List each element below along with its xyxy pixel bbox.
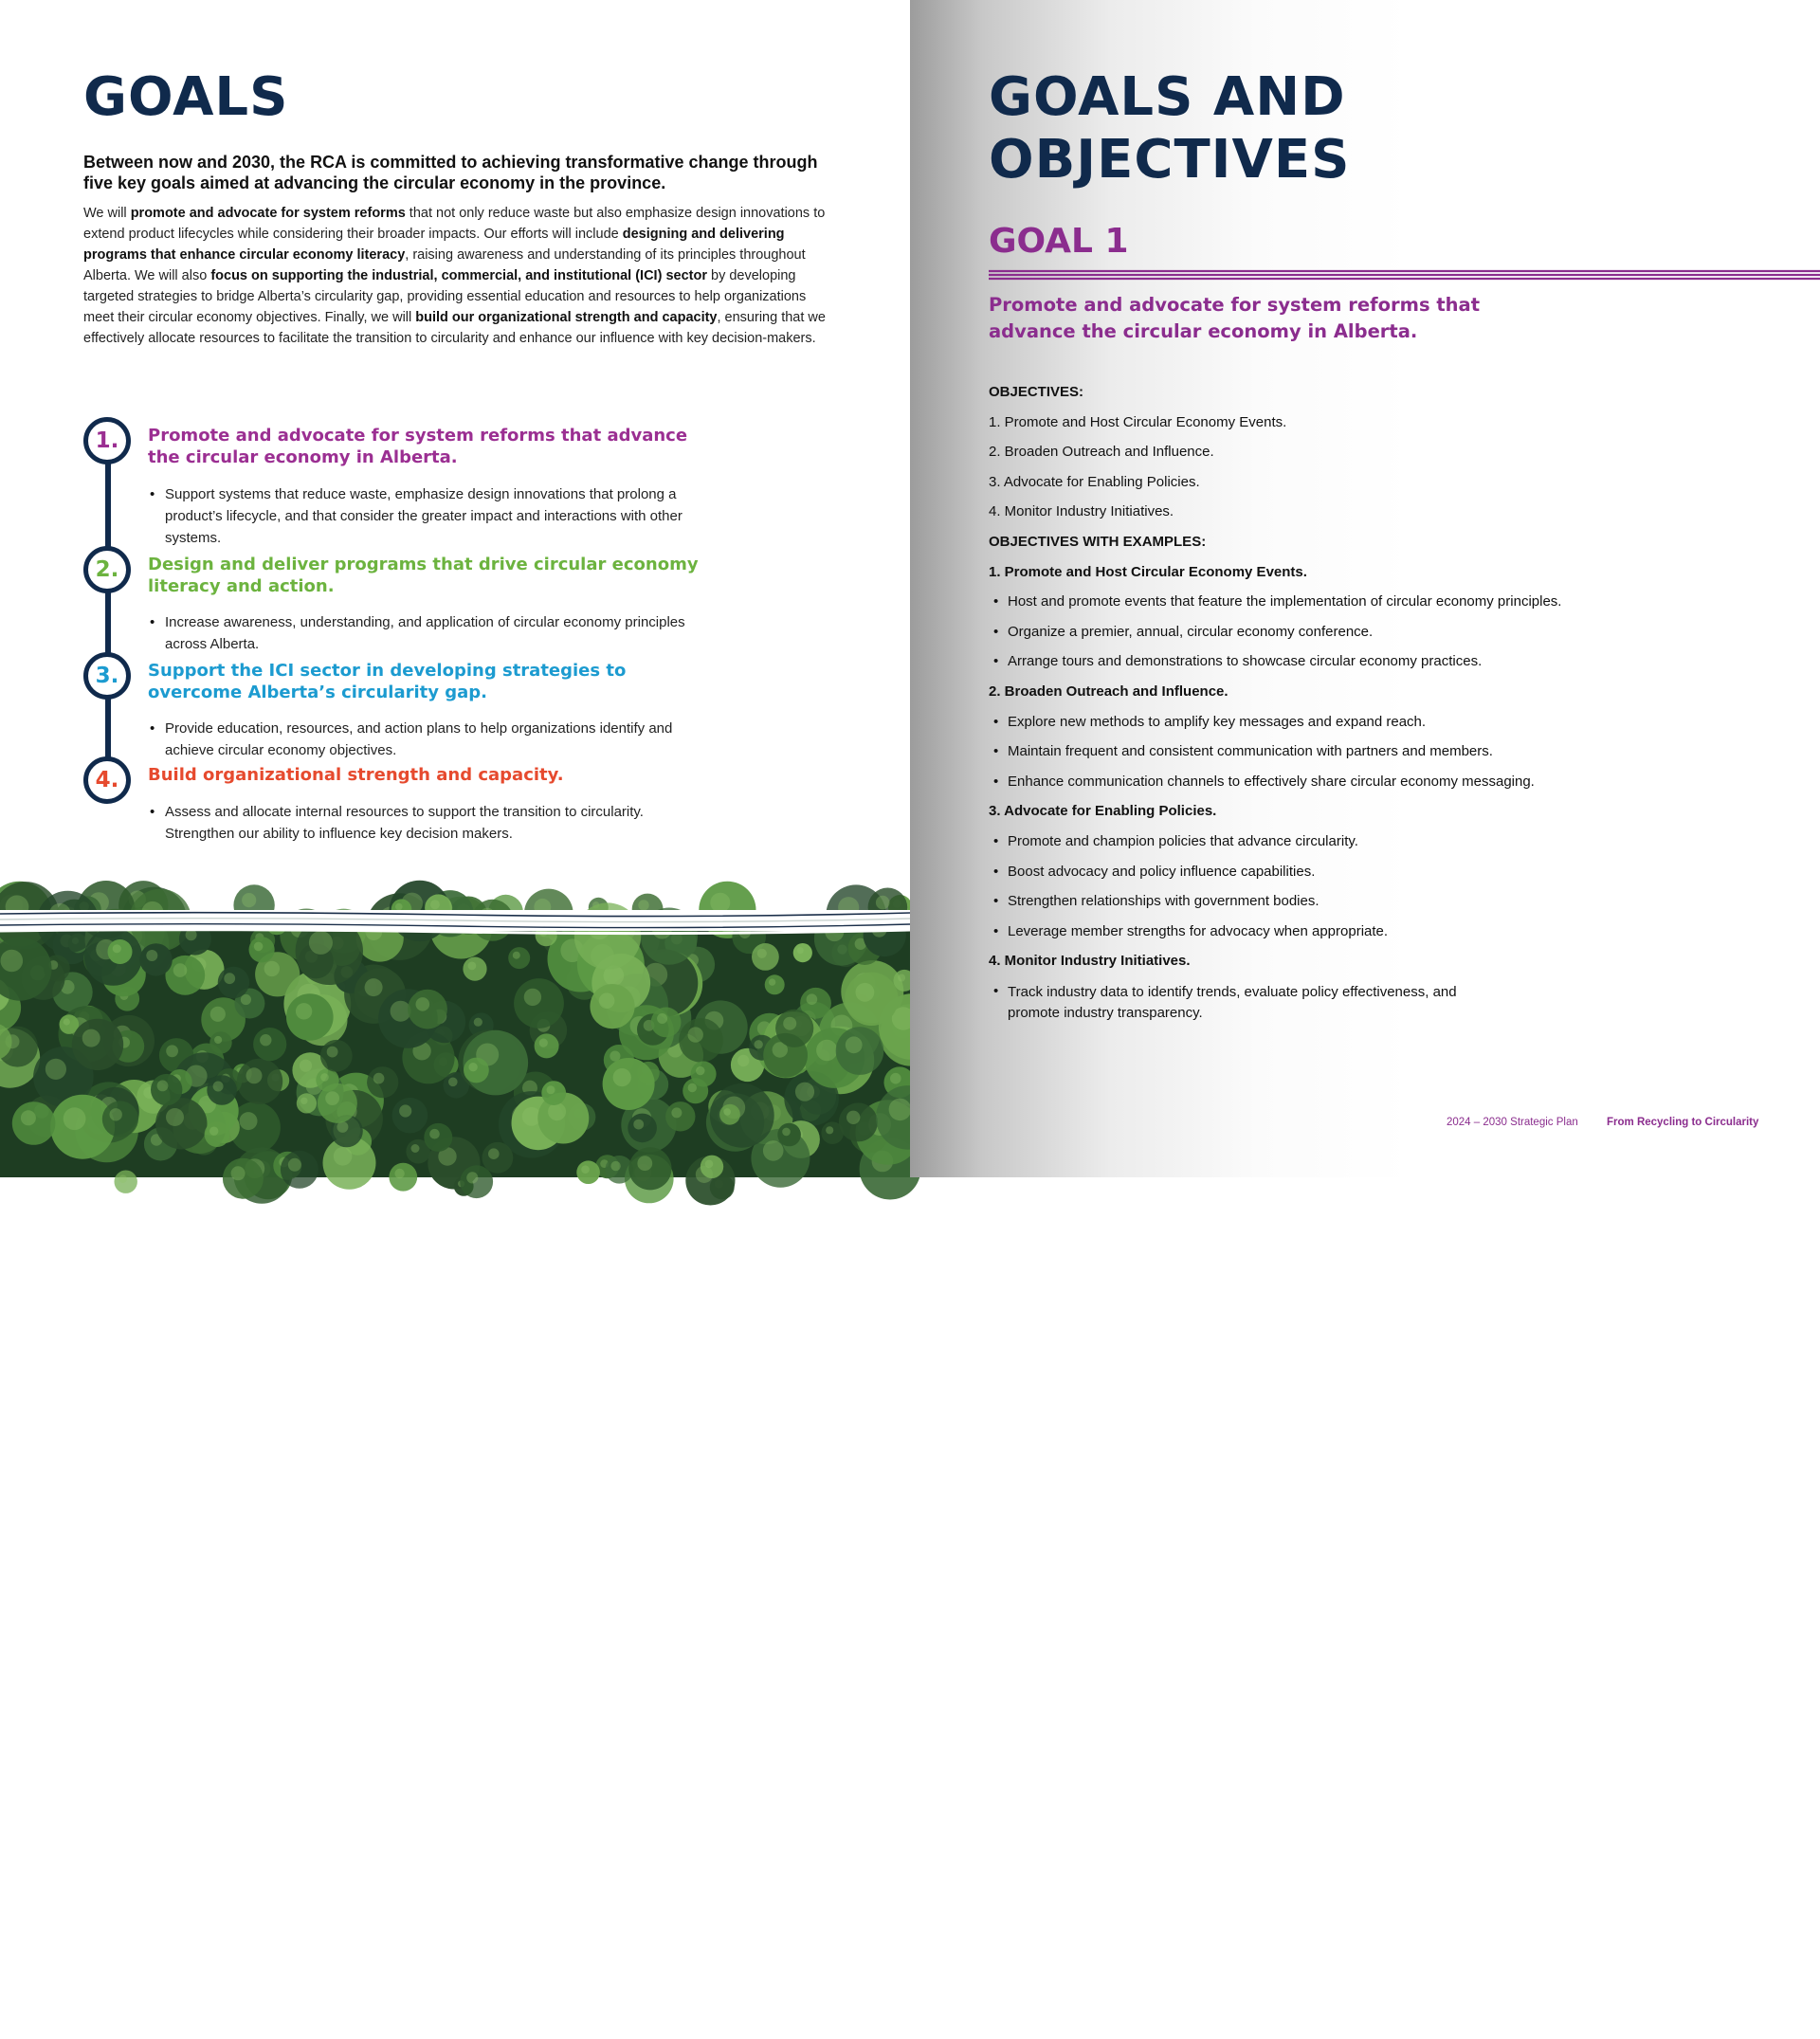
- intro-text: , raising awareness and understanding of its principles throughout Alberta. We will also: [83, 247, 806, 283]
- example-text: Promote and champion policies that advance circularity.: [1008, 832, 1358, 849]
- example-bullet: [989, 652, 1804, 683]
- objective-item: 3. Advocate for Enabling Policies.: [989, 473, 1200, 490]
- goal-number-circle: 4.: [83, 756, 131, 804]
- example-heading: 2. Broaden Outreach and Influence.: [989, 683, 1228, 700]
- goal-item-3: [83, 652, 728, 756]
- example-text: Boost advocacy and policy influence capabilities.: [1008, 863, 1316, 880]
- goal-bullet: • Support systems that reduce waste, emphasize design innovations that prolong a product’s lifecycle, and that consider the greater impact and interactions with other systems.: [148, 483, 717, 549]
- objectives-heading: OBJECTIVES:: [989, 384, 1084, 400]
- goal-title: Design and deliver programs that drive circular economy literacy and action.: [148, 555, 699, 596]
- example-bullet: [989, 742, 1804, 773]
- intro-text: that not only reduce waste but also emphasize design innovations to extend product lifecycles while considering their broader impacts. Our efforts will include: [83, 206, 826, 242]
- title-line-2: OBJECTIVES: [989, 129, 1351, 191]
- goal-bullets: [148, 611, 717, 655]
- goal-number-circle: 2.: [83, 546, 131, 593]
- objectives-section: [989, 383, 1804, 1024]
- objective-item: 4. Monitor Industry Initiatives.: [989, 503, 1174, 520]
- example-heading: 3. Advocate for Enabling Policies.: [989, 803, 1217, 820]
- page-title-goals-objectives: [989, 66, 1350, 191]
- intro-text: , ensuring that we effectively allocate resources to facilitate the transition to circularity and enhance our influence with key decision-makers.: [83, 310, 826, 346]
- right-page: [910, 0, 1820, 1177]
- intro-emphasis: designing and delivering programs that enhance circular economy literacy: [83, 227, 785, 263]
- example-text: Explore new methods to amplify key messages and expand reach.: [1008, 713, 1427, 730]
- intro-lead: Between now and 2030, the RCA is committed to achieving transformative change through five key goals aimed at advancing the circular economy in the province.: [83, 153, 818, 192]
- example-bullet: [989, 623, 1804, 653]
- bullet-dot: •: [993, 922, 999, 939]
- bullet-dot: •: [993, 863, 999, 880]
- goal-item-1: [83, 417, 728, 550]
- footer-organization: Recycling Council of Alberta: [50, 2028, 187, 2039]
- intro-body: [83, 203, 832, 349]
- intro-text: We will: [83, 206, 131, 221]
- bullet-dot: •: [993, 713, 999, 730]
- bullet-dot: •: [993, 623, 999, 640]
- goal-title: Build organizational strength and capacity.: [148, 765, 564, 785]
- example-heading: 1. Promote and Host Circular Economy Events.: [989, 563, 1307, 580]
- example-text: Maintain frequent and consistent communication with partners and members.: [1008, 743, 1493, 760]
- example-bullet: [989, 892, 1804, 922]
- example-heading: 4. Monitor Industry Initiatives.: [989, 953, 1191, 970]
- bullet-dot: •: [993, 893, 999, 910]
- example-bullet: [989, 982, 1804, 1024]
- page-title-goals: GOALS: [83, 66, 289, 128]
- goal-title: Support the ICI sector in developing strategies to overcome Alberta’s circularity gap.: [148, 661, 627, 702]
- goal-bullet: • Provide education, resources, and action plans to help organizations identify and achieve circular economy objectives.: [148, 718, 717, 761]
- example-bullet: [989, 592, 1804, 623]
- objective-item: 2. Broaden Outreach and Influence.: [989, 444, 1214, 461]
- example-bullet: [989, 773, 1804, 803]
- example-text: Enhance communication channels to effectively share circular economy messaging.: [1008, 773, 1535, 790]
- bullet-dot: •: [993, 832, 999, 849]
- bullet-dot: •: [993, 773, 999, 790]
- forest-illustration: [0, 910, 910, 1177]
- examples-heading: OBJECTIVES WITH EXAMPLES:: [989, 533, 1207, 550]
- goal-bullets: [148, 483, 717, 549]
- goal-item-4: [83, 756, 728, 861]
- bullet-dot: •: [993, 743, 999, 760]
- goal-subtitle: Promote and advocate for system reforms that advance the circular economy in Alberta.: [989, 294, 1481, 342]
- example-text: Arrange tours and demonstrations to showcase circular economy practices.: [1008, 653, 1483, 670]
- example-bullet: [989, 922, 1804, 953]
- goal-bullet: • Increase awareness, understanding, and application of circular economy principles across Alberta.: [148, 611, 717, 655]
- intro-text: by developing targeted strategies to bridge Alberta’s circularity gap, providing essential education and resources to help organizations meet their circular economy objectives. Finally, we will: [83, 268, 807, 325]
- title-line-1: GOALS AND: [989, 66, 1346, 128]
- example-text: Host and promote events that feature the implementation of circular economy principles.: [1008, 593, 1562, 610]
- goal-number-circle: 1.: [83, 417, 131, 464]
- goal-divider-lines: [989, 269, 1820, 281]
- bullet-dot: •: [993, 982, 999, 999]
- example-bullet: [989, 863, 1804, 893]
- goal-label: GOAL 1: [989, 222, 1129, 261]
- example-text: Leverage member strengths for advocacy when appropriate.: [1008, 922, 1389, 939]
- example-bullet: [989, 713, 1804, 743]
- goal-bullet: • Assess and allocate internal resources to support the transition to circularity. Strengthen our ability to influence key decision makers.: [148, 801, 717, 845]
- goal-bullets: [148, 801, 717, 845]
- intro-emphasis: focus on supporting the industrial, commercial, and institutional (ICI) sector: [210, 268, 707, 283]
- objective-item: 1. Promote and Host Circular Economy Events.: [989, 413, 1287, 430]
- bullet-dot: •: [993, 593, 999, 610]
- goal-item-2: [83, 546, 728, 650]
- goal-number-circle: 3.: [83, 652, 131, 700]
- bullet-dot: •: [993, 653, 999, 670]
- example-bullet: [989, 832, 1804, 863]
- example-text: Organize a premier, annual, circular economy conference.: [1008, 623, 1374, 640]
- footer-tagline: From Recycling to Circularity: [1607, 1117, 1759, 1128]
- goal-title: Promote and advocate for system reforms that advance the circular economy in Alberta.: [148, 426, 688, 467]
- example-text: Strengthen relationships with government bodies.: [1008, 893, 1320, 910]
- example-text: Track industry data to identify trends, evaluate policy effectiveness, and promote industry transparency.: [1008, 983, 1457, 1021]
- intro-emphasis: build our organizational strength and capacity: [415, 310, 718, 325]
- intro-emphasis: promote and advocate for system reforms: [130, 206, 406, 221]
- footer-plan: 2024 – 2030 Strategic Plan: [1447, 1117, 1578, 1128]
- forest-photo: [0, 910, 910, 2039]
- goal-bullets: [148, 718, 717, 761]
